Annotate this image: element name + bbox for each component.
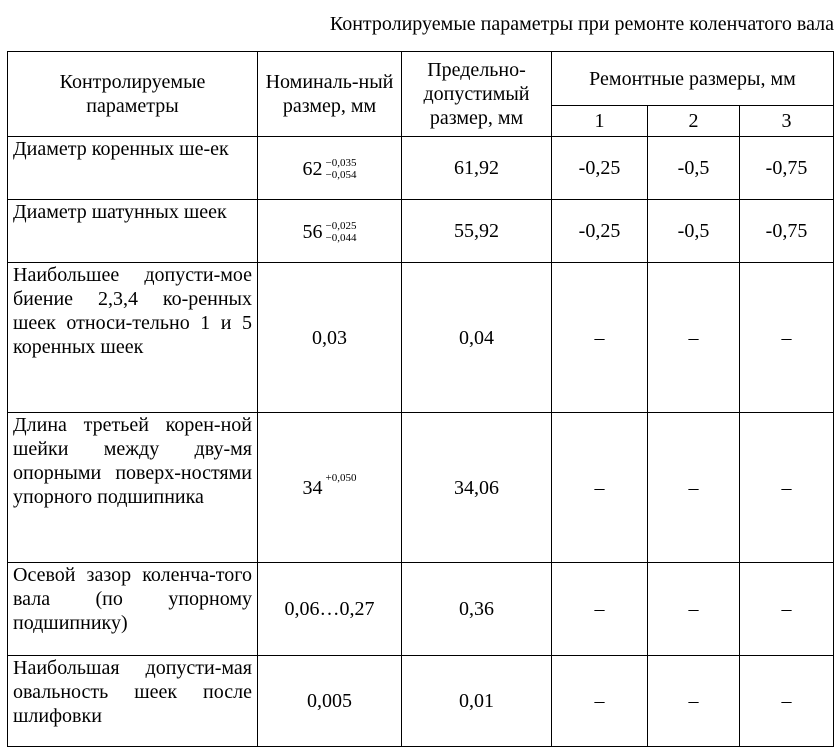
nominal-value: 0,06…0,27 (258, 563, 402, 655)
repair-size-3: -0,75 (740, 199, 834, 262)
header-repair: Ремонтные размеры, мм (552, 52, 834, 106)
lower-deviation: −0,054 (325, 168, 357, 181)
repair-size-1: – (552, 413, 648, 563)
limit-value: 34,06 (402, 413, 552, 563)
upper-deviation: +0,050 (325, 472, 357, 485)
nominal-value (258, 413, 402, 563)
table-caption: Контролируемые параметры при ремонте коленчатого вала (329, 13, 834, 35)
nominal-base: 56 (302, 220, 323, 243)
header-parameter: Контролируемые параметры (8, 52, 258, 137)
table-row (8, 655, 834, 746)
nominal-value (258, 199, 402, 262)
upper-deviation: −0,025 (325, 219, 357, 232)
repair-size-2: – (648, 262, 740, 412)
tolerance (302, 472, 357, 500)
limit-value: 61,92 (402, 137, 552, 200)
param-name: Диаметр коренных ше-ек (8, 137, 258, 200)
nominal-value (258, 137, 402, 200)
repair-size-1: – (552, 262, 648, 412)
header-limit: Предельно-допустимый размер, мм (402, 52, 552, 137)
repair-size-3: – (740, 262, 834, 412)
param-name: Диаметр шатунных шеек (8, 199, 258, 262)
repair-size-2: -0,5 (648, 199, 740, 262)
param-name: Длина третьей корен-ной шейки между дву-мя опорными поверх-ностями упорного подшипника (8, 413, 258, 563)
table-row (8, 199, 834, 262)
repair-size-2: – (648, 413, 740, 563)
table-row (8, 563, 834, 655)
repair-size-3: -0,75 (740, 137, 834, 200)
repair-size-2: -0,5 (648, 137, 740, 200)
repair-size-1: – (552, 655, 648, 746)
repair-size-3: – (740, 655, 834, 746)
repair-size-3: – (740, 563, 834, 655)
nominal-base: 62 (302, 157, 323, 180)
limit-value: 0,04 (402, 262, 552, 412)
upper-deviation: −0,035 (325, 156, 357, 169)
repair-size-1: -0,25 (552, 137, 648, 200)
repair-size-3: – (740, 413, 834, 563)
param-name: Наибольшая допусти-мая овальность шеек после шлифовки (8, 655, 258, 746)
header-repair-1: 1 (552, 106, 648, 137)
param-name: Осевой зазор коленча-того вала (по упорному подшипнику) (8, 563, 258, 655)
repair-size-2: – (648, 655, 740, 746)
limit-value: 55,92 (402, 199, 552, 262)
tolerance (303, 157, 357, 181)
repair-size-2: – (648, 563, 740, 655)
header-repair-2: 2 (648, 106, 740, 137)
repair-size-1: – (552, 563, 648, 655)
tolerance (303, 220, 357, 244)
limit-value: 0,36 (402, 563, 552, 655)
tolerance-deviations (326, 220, 357, 244)
table-row (8, 413, 834, 563)
table-row (8, 137, 834, 200)
table-row (8, 262, 834, 412)
crankshaft-parameters-table (7, 51, 834, 747)
header-nominal: Номиналь-ный размер, мм (258, 52, 402, 137)
nominal-value: 0,03 (258, 262, 402, 412)
lower-deviation: −0,044 (325, 231, 357, 244)
param-name: Наибольшее допусти-мое биение 2,3,4 ко-ренных шеек относи-тельно 1 и 5 коренных шеек (8, 262, 258, 412)
nominal-base: 34 (302, 477, 323, 500)
limit-value: 0,01 (402, 655, 552, 746)
repair-size-1: -0,25 (552, 199, 648, 262)
header-repair-3: 3 (740, 106, 834, 137)
tolerance-deviations (326, 157, 357, 181)
nominal-value: 0,005 (258, 655, 402, 746)
